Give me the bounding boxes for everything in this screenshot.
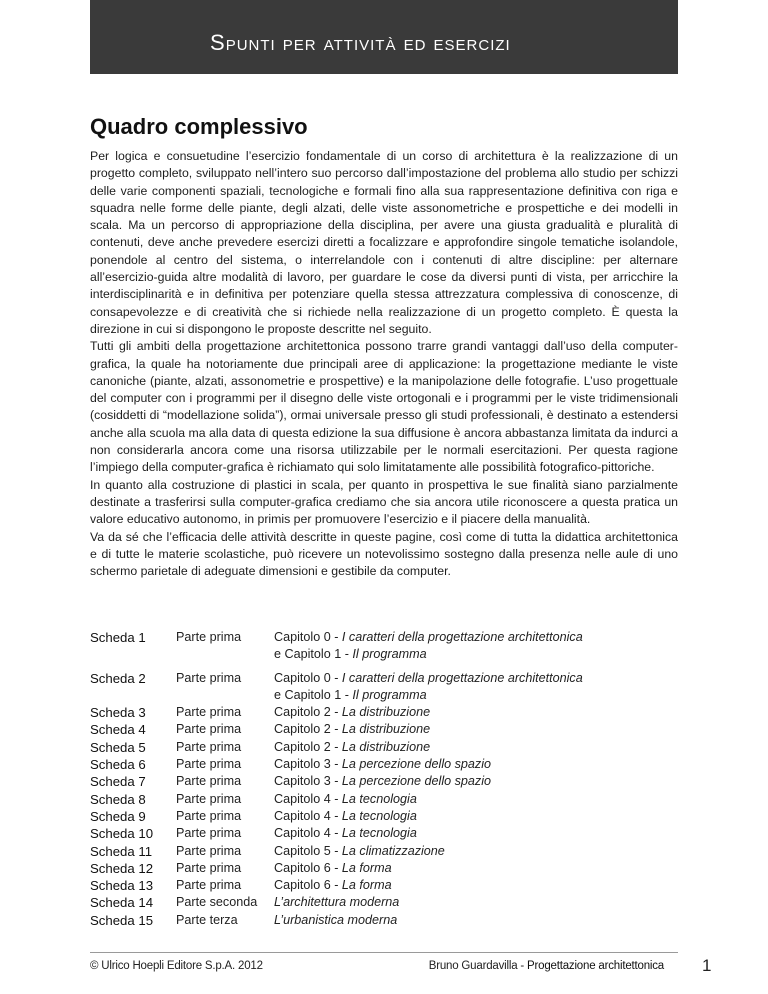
schedule-label: Scheda 14 xyxy=(90,895,154,911)
schedule-row xyxy=(90,739,690,756)
chapter-title: Il programma xyxy=(352,687,427,702)
chapter-title: La forma xyxy=(341,860,392,875)
chapter-number: Capitolo 4 - xyxy=(274,791,342,806)
schedule-chapter xyxy=(274,808,690,825)
schedule-row xyxy=(90,808,690,825)
footer-rule xyxy=(90,952,678,953)
chapter-number: Capitolo 5 - xyxy=(274,843,342,858)
schedule-chapter xyxy=(274,894,690,911)
chapter-title: La percezione dello spazio xyxy=(341,757,492,772)
chapter-line xyxy=(274,739,690,756)
chapter-number: e Capitolo 1 - xyxy=(274,687,353,702)
schedule-row xyxy=(90,704,690,721)
schedule-label: Scheda 15 xyxy=(90,912,154,928)
schedule-row xyxy=(90,860,690,877)
chapter-line xyxy=(274,773,690,790)
chapter-number: Capitolo 2 - xyxy=(274,705,342,720)
schedule-part: Parte prima xyxy=(176,670,242,685)
chapter-line xyxy=(274,670,690,687)
chapter-line xyxy=(274,843,690,860)
schedule-chapter xyxy=(274,739,690,756)
page-header-title: Spunti per attività ed esercizi xyxy=(210,30,511,55)
schedule-chapter xyxy=(274,791,690,808)
schedule-chapter xyxy=(274,825,690,842)
chapter-title: L’architettura moderna xyxy=(274,895,400,910)
chapter-line xyxy=(274,808,690,825)
schedule-part: Parte prima xyxy=(176,739,242,754)
schedule-part: Parte prima xyxy=(176,878,242,893)
chapter-number: Capitolo 0 - xyxy=(274,630,342,644)
schedule-label: Scheda 8 xyxy=(90,791,146,807)
chapter-number: Capitolo 6 - xyxy=(274,878,342,893)
chapter-line xyxy=(274,912,690,929)
schedule-label: Scheda 12 xyxy=(90,860,154,876)
chapter-line xyxy=(274,646,690,663)
chapter-number: Capitolo 4 - xyxy=(274,808,342,823)
chapter-title: La percezione dello spazio xyxy=(341,774,492,789)
schedule-label: Scheda 5 xyxy=(90,739,146,755)
schedule-row xyxy=(90,629,690,664)
schedule-row xyxy=(90,877,690,894)
chapter-title: La distribuzione xyxy=(341,722,431,737)
schedule-chapter xyxy=(274,721,690,738)
chapter-line xyxy=(274,894,690,911)
footer-book-title: Progettazione architettonica xyxy=(527,960,664,972)
schedule-part: Parte prima xyxy=(176,826,242,841)
schedule-row xyxy=(90,721,690,738)
schedule-chapter xyxy=(274,756,690,773)
chapter-line xyxy=(274,721,690,738)
schedule-label: Scheda 1 xyxy=(90,630,146,645)
schedule-row xyxy=(90,894,690,911)
schedule-part: Parte prima xyxy=(176,860,242,875)
chapter-title: La tecnologia xyxy=(341,808,417,823)
chapter-number: Capitolo 6 - xyxy=(274,860,342,875)
schedule-row xyxy=(90,912,690,929)
schedule-chapter xyxy=(274,843,690,860)
chapter-number: e Capitolo 1 - xyxy=(274,647,353,662)
chapter-title: Il programma xyxy=(352,647,427,662)
schedule-chapter xyxy=(274,773,690,790)
body-text xyxy=(90,148,678,580)
schedule-part: Parte prima xyxy=(176,843,242,858)
chapter-line xyxy=(274,877,690,894)
schedule-label: Scheda 7 xyxy=(90,774,146,790)
chapter-line xyxy=(274,825,690,842)
schedule-part: Parte prima xyxy=(176,774,242,789)
schedule-part: Parte prima xyxy=(176,705,242,720)
chapter-number: Capitolo 3 - xyxy=(274,757,342,772)
schedule-label: Scheda 11 xyxy=(90,843,153,859)
schedule-chapter xyxy=(274,704,690,721)
page-number: 1 xyxy=(702,956,712,975)
schedule-label: Scheda 2 xyxy=(90,670,146,686)
chapter-number: Capitolo 4 - xyxy=(274,826,342,841)
footer-author: Bruno Guardavilla - xyxy=(428,960,528,972)
chapter-title: La tecnologia xyxy=(341,791,417,806)
schedule-part: Parte terza xyxy=(176,912,238,927)
paragraph: Per logica e consuetudine l’esercizio fondamentale di un corso di architettura è la realizzazione di un progetto completo, sviluppato nell’intero suo percorso dall’impostazione del problema allo studio per schizzi delle varie componenti spaziali, tecnologiche e formali fino alla sua rappresentazione definitiva con riga e squadra nelle forme delle piante, degli alzati, delle viste assonometriche e prospettiche e dei modelli in scala. Ma un percorso di appropriazione della disciplina, per avere una giusta gradualità e pluralità di contenuti, deve anche prevedere esercizi diretti a focalizzare e approfondire singole tematiche isolandole, ponendole al centro del sistema, o interrelandole con i contenuti di altre discipline: per alternare all’esercizio-guida altre modalità di lavoro, per guardare le cose da diversi punti di vista, per arricchire la interdisciplinarità e in definitiva per potenziare quella stessa attrezzatura complessiva di conoscenze, di consapevolezze e di creatività che si richiede nella realizzazione di un progetto completo. È questa la direzione in cui si dispongono le proposte descritte nel seguito. xyxy=(90,149,678,336)
schedule-part: Parte prima xyxy=(176,791,242,806)
schedule-chapter xyxy=(274,629,690,664)
chapter-title: La forma xyxy=(341,878,392,893)
schedule-row xyxy=(90,825,690,842)
chapter-line xyxy=(274,756,690,773)
schedule-part: Parte prima xyxy=(176,808,242,823)
paragraph: Tutti gli ambiti della progettazione architettonica possono trarre grandi vantaggi dall’uso della computer-grafica, la quale ha notoriamente due principali aree di applicazione: la progettazione mediante le viste canoniche (piante, alzati, assonometrie e prospettive) e la manipolazione delle fotografie. L’uso progettuale del computer con i programmi per il disegno delle viste ortogonali e i programmi per le viste tridimensionali (cosiddetti di “modellazione solida”), ormai universale presso gli studi professionali, è destinato a estendersi anche alla scuola ma alla data di questa edizione la sua diffusione è ancora abbastanza limitata da indurci a non considerarla ancora come una risorsa utilizzabile per le normali esercitazioni. Per questa ragione l’impiego della computer-grafica è richiamato qui solo limitatamente alle possibilità fotografico-pittoriche. xyxy=(90,339,678,475)
chapter-line xyxy=(274,791,690,808)
section-title: Quadro complessivo xyxy=(90,114,308,139)
footer-copyright: © Ulrico Hoepli Editore S.p.A. 2012 xyxy=(90,960,263,972)
schedule-part: Parte prima xyxy=(176,722,242,737)
schedule-label: Scheda 4 xyxy=(90,722,146,738)
chapter-number: Capitolo 2 - xyxy=(274,739,342,754)
chapter-title: La distribuzione xyxy=(341,739,431,754)
schedule-row xyxy=(90,670,690,705)
chapter-number: Capitolo 0 - xyxy=(274,670,342,685)
schedule-chapter xyxy=(274,912,690,929)
chapter-line xyxy=(274,629,690,646)
chapter-number: Capitolo 2 - xyxy=(274,722,342,737)
schedule-table xyxy=(90,629,690,929)
schedule-part: Parte prima xyxy=(176,757,242,772)
chapter-line xyxy=(274,687,690,704)
chapter-number: Capitolo 3 - xyxy=(274,774,342,789)
chapter-title: La distribuzione xyxy=(341,705,431,720)
paragraph: Va da sé che l’efficacia delle attività descritte in queste pagine, così come di tutta la didattica architettonica e di tutte le materie scolastiche, può ricevere un notevolissimo sostegno dalla presenza nelle aule di uno schermo parietale di adeguate dimensioni e gestibile da computer. xyxy=(90,529,678,579)
schedule-part: Parte seconda xyxy=(176,895,258,910)
paragraph: In quanto alla costruzione di plastici in scala, per quanto in prospettiva le sue finalità siano parzialmente destinate a trasferirsi sulla computer-grafica crediamo che sia ancora utile riconoscere a questa pratica un valore educativo autonomo, in primis per promuovere l’esercizio e il piacere della manualità. xyxy=(90,477,678,527)
footer-credit xyxy=(429,960,664,972)
header-rule xyxy=(90,72,678,74)
schedule-label: Scheda 6 xyxy=(90,757,146,773)
schedule-chapter xyxy=(274,860,690,877)
chapter-title: La climatizzazione xyxy=(341,843,445,858)
schedule-row xyxy=(90,756,690,773)
chapter-title: L’urbanistica moderna xyxy=(274,912,398,927)
schedule-row xyxy=(90,791,690,808)
schedule-chapter xyxy=(274,877,690,894)
schedule-part: Parte prima xyxy=(176,630,242,644)
schedule-label: Scheda 10 xyxy=(90,826,154,842)
chapter-line xyxy=(274,704,690,721)
schedule-label: Scheda 13 xyxy=(90,878,154,894)
chapter-line xyxy=(274,860,690,877)
schedule-row xyxy=(90,773,690,790)
chapter-title: I caratteri della progettazione architettonica xyxy=(341,630,583,644)
schedule-chapter xyxy=(274,670,690,705)
chapter-title: La tecnologia xyxy=(341,826,417,841)
chapter-title: I caratteri della progettazione architettonica xyxy=(341,670,583,685)
schedule-label: Scheda 3 xyxy=(90,705,146,721)
schedule-row xyxy=(90,843,690,860)
schedule-label: Scheda 9 xyxy=(90,808,146,824)
